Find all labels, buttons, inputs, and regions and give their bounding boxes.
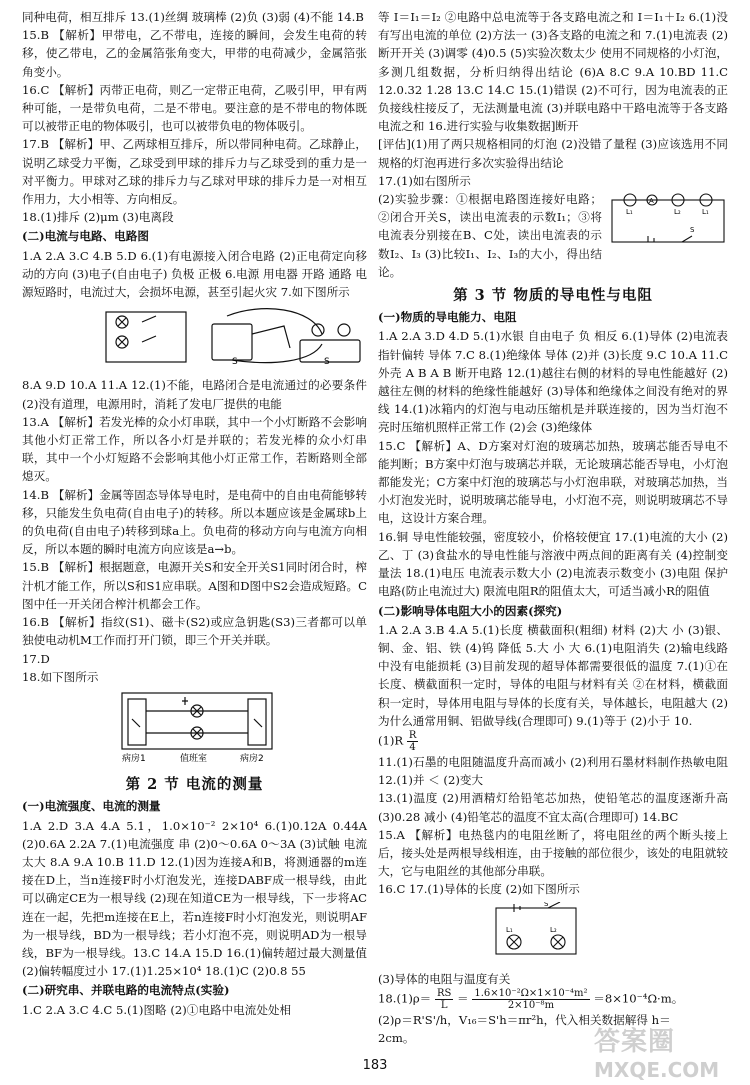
ward2-label: 病房2: [240, 753, 264, 764]
left-para-5: 18.(1)排斥 (2)μm (3)电离段: [22, 210, 174, 225]
right-para-1: 等 I＝I₁＝I₂ ②电路中总电流等于各支路电流之和 I＝I₁＋I₂ 6.(1)没有写出电流的单位 (2)方法一 (3)各支路的电流之和 7.(1)电流表 (2)断开开关 (3)调零 (4)0.5 (5)实验次数太少 使用不同规格的小灯泡，多测几组数据，分析归纳得出结论 (6)A 8.C 9.A 10.BD 11.C 12.0.32 1.28 13.C 14.C 15.(1)错误 (2)不可行，因为电流表的正负接线柱接反了，无法测量电流 (3)并联电路中干路电流等于各支路电流之和 16.进行实验与收集数据]断开: [378, 10, 728, 134]
svg-text:S: S: [544, 901, 549, 908]
svg-text:L₂: L₂: [674, 208, 681, 217]
ward-circuit-figure: [22, 689, 367, 770]
left-para-7: 8.A 9.D 10.A 11.A 12.(1)不能，电路闭合是电流通过的必要条件 (2)没有道理，电源用时，消耗了发电厂提供的电能: [22, 378, 367, 411]
rs-over-l-fraction: $\frac{RS}{L}$: [436, 987, 452, 1011]
duty-room-label: 值班室: [180, 753, 208, 764]
left-para-11: 16.B 【解析】指纹(S1)、磁卡(S2)或应急钥匙(S3)三者都可以单独使电动机M工作而打开门锁，即三个开关并联。: [22, 615, 367, 648]
r-over-4-fraction: $\frac{R}{4}$: [408, 729, 417, 753]
right-para-6: 15.C 【解析】A、D方案对灯泡的玻璃芯加热，玻璃芯能否导电不能判断；B方案中灯泡与玻璃芯并联，无论玻璃芯能否导电，小灯泡都能发光；C方案中灯泡的玻璃芯与小灯泡串联，对玻璃芯加热，当小灯泡发光时，说明玻璃芯能导电，小灯泡不亮，则说明玻璃芯不导电，这设计方案合理。: [378, 438, 728, 526]
parallel-lamp-diagram: [378, 902, 728, 962]
right-para-4-with-figure: [378, 190, 728, 281]
right-para-5: 1.A 2.A 3.D 4.D 5.(1)水银 自由电子 负 相反 6.(1)导体 (2)电流表指针偏转 导体 7.C 8.(1)绝缘体 导体 (2)并 (3)长度 9.C 10.A 11.C 外壳 A B A B 断开电路 12.(1)越往右侧的材料的导电性能越好 (2)越往左侧的材料的绝缘性能越好 (3)导体和绝缘体之间没有绝对的界线 14.(1)冰箱内的灯泡与电动压缩机是并联连接的，因为当灯泡不亮时压缩机照样正常工作 (2)会 (3)绝缘体: [378, 329, 728, 435]
page-number: 183: [362, 1058, 388, 1073]
svg-text:L₁: L₁: [702, 208, 709, 217]
right-para-8: 1.A 2.A 3.B 4.A 5.(1)长度 横截面积(粗细) 材料 (2)大 小 (3)银、铜、金、铝、铁 (4)钨 降低 5.大 小 大 6.(1)电阻消失 (2)输电线路中没有电能损耗 (3)目前发现的超导体都需要很低的温度 7.(1)①在长度、横截面积一定时，导体的电阻与材料有关 ②在材料，横截面积一定时，导体用电阻与导体的长度有关，导体越长，电阻越大 (2)为什么通常用铜、铝做导线(合理即可) 9.(1)等于 (2)小于 10.: [378, 622, 728, 728]
svg-text:S: S: [232, 357, 238, 368]
svg-text:S: S: [690, 226, 695, 235]
site-watermark: [594, 1021, 744, 1081]
svg-text:L₁: L₁: [626, 208, 633, 217]
right-section-heading-1: (一)物质的导电能力、电阻: [378, 310, 517, 325]
circuit-diagram: [22, 304, 367, 368]
left-column: [22, 8, 367, 1019]
left-section-heading-1: (二)电流与电路、电路图: [22, 229, 149, 244]
resistance-circuit-figure: [378, 902, 728, 967]
ward-circuit-diagram: [22, 689, 367, 765]
left-section-heading-3: (二)研究串、并联电路的电流特点(实验): [22, 983, 230, 998]
right-para-15: (2)ρ＝R'S'/h，V₁₆＝S'h＝πr²h，代入相关数据解得 h＝: [378, 1012, 671, 1027]
left-para-8: 13.A 【解析】若发光棒的众小灯串联，其中一个小灯断路不会影响其他小灯正常工作，所以各小灯是并联的；若发光棒的众小灯串联，其中一个小灯短路不会影响其他小灯正常工作，若断路则全部熄灭。: [22, 414, 367, 484]
right-para-9: 11.(1)石墨的电阻随温度升高而减小 (2)利用石墨材料制作热敏电阻 12.(1)并 ＜ (2)变大: [378, 754, 728, 788]
left-para-15: 1.C 2.A 3.C 4.C 5.(1)图略 (2)①电路中电流处处相: [22, 1002, 292, 1017]
right-para-10: 13.(1)温度 (2)用酒精灯给铅笔芯加热，使铅笔芯的温度逐渐升高 (3)0.28 减小 (4)铅笔芯的温度不宜太高(合理即可) 14.BC: [378, 791, 728, 824]
watermark-line2: MXQE.COM: [594, 1058, 720, 1082]
left-para-13: 18.如下图所示: [22, 669, 99, 684]
right-para-12: 16.C 17.(1)导体的长度 (2)如下图所示: [378, 882, 580, 897]
left-para-12: 17.D: [22, 651, 50, 666]
right-column: [378, 8, 728, 1047]
right-para-3: 17.(1)如右图所示: [378, 173, 471, 188]
right-para-7: 16.铜 导电性能较强，密度较小，价格较便宜 17.(1)电流的大小 (2)乙、丁 (3)食盐水的导电性能与溶液中两点间的距离有关 (4)控制变量法 18.(1)电压 电流表示数大小 (2)电流表示数变小 (3)电阻 保护电路(防止电流过大) 限流电阻R的阻值太大，可适当减小R的阻值: [378, 529, 728, 599]
right-para-2: [评估](1)用了两只规格相同的灯泡 (2)没错了量程 (3)应该选用不同规格的灯泡再进行多次实验得出结论: [378, 137, 728, 170]
section-2-title: 第 2 节 电流的测量: [125, 776, 264, 794]
section-3-title: 第 3 节 物质的导电性与电阻: [453, 287, 653, 305]
svg-text:A: A: [649, 197, 654, 206]
left-para-1: 同种电荷，相互排斥 13.(1)丝绸 玻璃棒 (2)负 (3)弱 (4)不能 14.B: [22, 10, 364, 24]
left-para-6: 1.A 2.A 3.C 4.B 5.D 6.(1)有电源接入闭合电路 (2)正电荷定向移动的方向 (3)电子(自由电子) 负极 正极 6.电源 用电器 开路 通路 电源短路时，电流过大，会损坏电源，甚至引起火灾 7.如下图所示: [22, 248, 367, 300]
svg-text:L₁: L₁: [506, 925, 513, 934]
right-para-13: (3)导体的电阻与温度有关: [378, 971, 511, 986]
left-para-10: 15.B 【解析】根据题意，电源开关S和安全开关S1同时闭合时，榨汁机才能工作，所以S和S1应串联。A图和D图中S2会造成短路。C图中任一开关闭合榨汁机都会工作。: [22, 560, 367, 611]
right-para-8-fraction-line: [378, 730, 728, 753]
q10-text: (1)R: [378, 733, 404, 748]
watermark-line1: 答案圈: [594, 1027, 676, 1057]
left-section-heading-2: (一)电流强度、电流的测量: [22, 799, 161, 814]
right-para-4: (2)实验步骤：①根据电路图连接好电路；②闭合开关S，读出电流表的示数I₁；③将电流表分别接在B、C处，读出电流表的示数I₂、I₃ (3)比较I₁、I₂、I₃的大小，得出结论。: [378, 192, 602, 279]
resistivity-value-fraction: $\frac{\text{1.6×10⁻²Ω×1×10⁻⁴m²}}{\text{2×10⁻⁸m}}$: [474, 987, 588, 1011]
series-circuit-diagram: [608, 192, 728, 248]
left-para-9: 14.B 【解析】金属等固态导体导电时，是电荷中的自由电荷能够转移，只能发生负电荷(自由电子)的转移。所以本题应该是金属球b上的负电荷(自由电子)转移到球a上。负电荷的移动方向与电流方向相反，所以本题的瞬时电流方向应该是a→b。: [22, 487, 367, 557]
right-para-11: 15.A 【解析】电热毯内的电阻丝断了，将电阻丝的两个断头接上后，接头处是两根导线相连，由于接触的部位很少，该处的电阻就较大，它与电阻丝的其他部分串联。: [378, 827, 728, 879]
svg-text:S: S: [324, 357, 330, 368]
left-para-4: 17.B 【解析】甲、乙两球相互排斥，所以带同种电荷。乙球静止，说明乙球受力平衡，乙球受到甲球的排斥力与乙球受到的重力是一对平衡力。甲球对乙球的排斥力与乙球对甲球的排斥力是一对相互作用力，大小相等、方向相反。: [22, 137, 367, 207]
left-para-3: 16.C 【解析】丙带正电荷，则乙一定带正电荷，乙吸引甲，甲有两种可能，一是带负电荷，二是不带电。要注意的是不带电的物体既可以被带正电的物体吸引，也可以被带负电的物体吸引。: [22, 82, 367, 134]
left-para-2: 15.B 【解析】甲带电，乙不带电，连接的瞬间，会发生电荷的转移，使乙带电，乙的金属箔张角变大，甲带的电荷减少，金属箔张角变小。: [22, 28, 367, 79]
svg-text:L₂: L₂: [550, 925, 557, 934]
circuit-figure-7: [22, 304, 367, 373]
ward1-label: 病房1: [122, 753, 146, 764]
right-para-14: 18.(1)ρ＝ $\frac{RS}{L}$ ＝ $\frac{\text{1.6×10⁻²Ω×1×10⁻⁴m²}}{\text{2×10⁻⁸m}}$ ＝8×10⁻⁴Ω·m。: [378, 987, 684, 1011]
right-para-16: 2cm。: [378, 1031, 415, 1046]
right-section-heading-2: (二)影响导体电阻大小的因素(探究): [378, 603, 563, 618]
left-para-14: 1.A 2.D 3.A 4.A 5.1，1.0×10⁻² 2×10⁴ 6.(1)0.12A 0.44A (2)0.6A 2.2A 7.(1)电流强度 串 (2)0～0.6A 0～3A (3)试触 电流太大 8.A 9.A 10.B 11.D 12.(1)因为连接A和B，将测通器的m连接在D上，当n连接F时小灯泡发光，连接DABF成一根导线，由此可以确定CE为一根导线 (2)现在知道CE为一根导线，下一步将AC连在一起，先把m连接在E上，若n连接F时小灯泡发光，则说明AF为一根导线，BD为一根导线；若小灯泡不亮，则说明AD为一根导线，BF为一根导线。13.C 14.A 15.D 16.(1)偏转超过最大测量值 (2)偏转幅度过小 17.(1)1.25×10⁴ 18.(1)C (2)0.8 55: [22, 818, 367, 979]
